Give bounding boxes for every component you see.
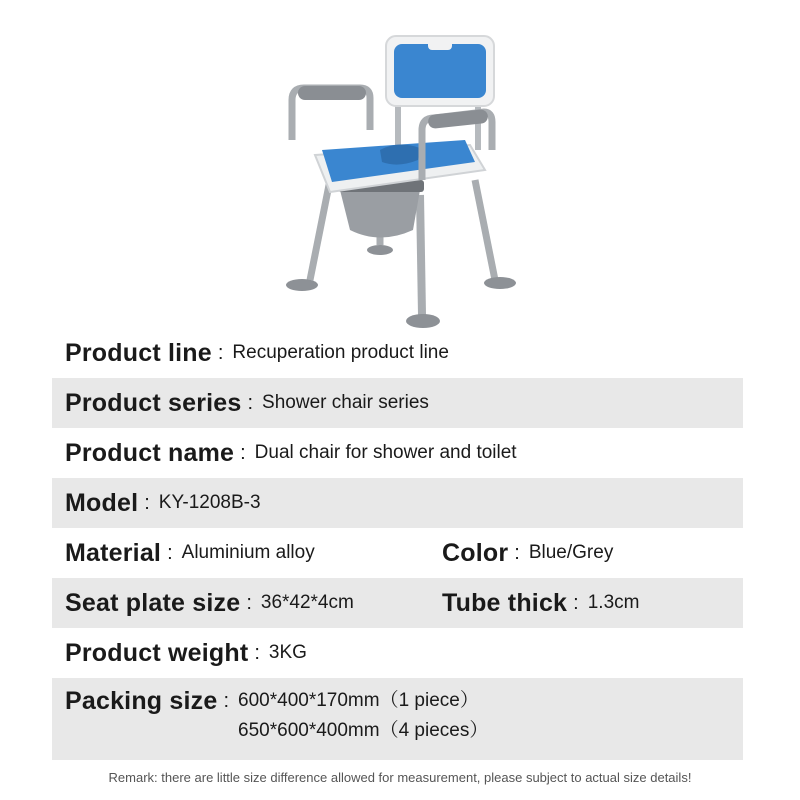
spec-separator: : [167,541,173,564]
spec-value: Shower chair series [262,392,429,413]
spec-row-product-name [52,428,743,478]
spec-label: Product series [65,388,242,417]
spec-label: Packing size [65,686,218,715]
spec-label: Model [65,488,139,517]
spec-label: Color [442,538,509,567]
spec-value: Recuperation product line [232,342,449,363]
spec-table [52,328,743,760]
spec-col-color [442,528,613,578]
spec-separator: : [247,391,254,414]
spec-separator: : [573,591,579,614]
spec-label: Tube thick [442,588,568,617]
spec-value: Dual chair for shower and toilet [254,442,517,463]
spec-row-product-weight [52,628,743,678]
packing-label-wrap [65,686,238,716]
spec-row-material-color [52,528,743,578]
shower-chair-icon [270,30,530,335]
spec-separator: : [223,689,230,712]
packing-values [238,686,488,746]
spec-separator: : [217,341,224,364]
spec-label: Product name [65,438,235,467]
spec-value: 600*400*170mm（1 piece） [238,690,479,711]
spec-label: Product line [65,338,212,367]
spec-separator: : [144,491,150,514]
spec-row-model [52,478,743,528]
spec-separator: : [254,641,260,664]
spec-row-packing-size [52,678,743,760]
spec-row-product-line [52,328,743,378]
remark-note: Remark: there are little size difference allowed for measurement, please subject to actual size details! [108,770,692,785]
spec-label: Product weight [65,638,249,667]
spec-value: Blue/Grey [528,542,614,563]
spec-value: Aluminium alloy [181,542,315,563]
spec-row-product-series [52,378,743,428]
spec-col-tube-thick [442,578,639,628]
spec-value: 36*42*4cm [260,592,354,613]
spec-separator: : [514,541,520,564]
spec-separator: : [240,441,246,464]
spec-row-seat-tube [52,578,743,628]
spec-value: 1.3cm [587,592,640,613]
spec-value: KY-1208B-3 [158,492,261,513]
spec-separator: : [246,591,252,614]
spec-label: Material [65,538,162,567]
spec-value: 3KG [268,642,307,663]
spec-value: 650*600*400mm（4 pieces） [238,720,489,741]
spec-label: Seat plate size [65,588,241,617]
